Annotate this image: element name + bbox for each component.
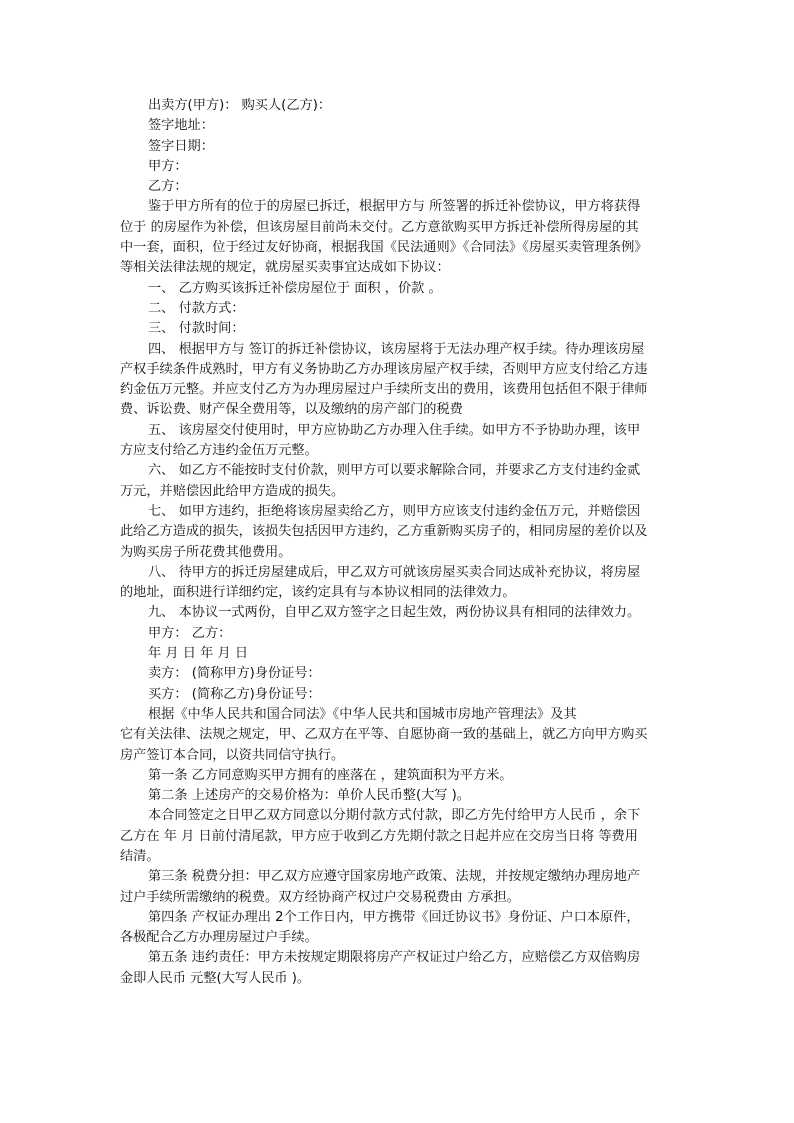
document-line: 乙方在 年 月 日前付清尾款，甲方应于收到乙方先期付款之日起并应在交房当日将 等费用: [120, 828, 638, 844]
document-line: 年 月 日 年 月 日: [148, 646, 249, 662]
document-line: 出卖方(甲方)： 购买人(乙方)：: [148, 98, 332, 113]
document-line: 第三条 税费分担：甲乙双方应遵守国家房地产政策、法规，并按规定缴纳办理房地产: [148, 869, 641, 885]
document-line: 等相关法律法规的规定，就房屋买卖事宜达成如下协议：: [120, 260, 450, 276]
document-line: 乙方：: [148, 179, 188, 195]
document-line: 甲方：: [148, 158, 188, 174]
document-line: 根据《中华人民共和国合同法》《中华人民共和国城市房地产管理法》及其: [148, 706, 577, 722]
document-line: 结清。: [120, 848, 160, 864]
document-line: 此给乙方造成的损失，该损失包括因甲方违约，乙方重新购买房子的，相同房屋的差价以及: [120, 524, 648, 540]
document-line: 为购买房子所花费其他费用。: [120, 544, 292, 560]
document-line: 卖方： (简称甲方)身份证号：: [148, 666, 321, 682]
document-line: 各极配合乙方办理房屋过户手续。: [120, 930, 318, 946]
document-line: 中一套，面积，位于经过友好协商，根据我国《民法通则》《合同法》《房屋买卖管理条例》: [120, 240, 648, 256]
document-line: 的地址，面积进行详细约定，该约定具有与本协议相同的法律效力。: [120, 585, 516, 601]
document-line: 本合同签定之日甲乙双方同意以分期付款方式付款，即乙方先付给甲方人民币 ，余下: [148, 808, 641, 824]
document-line: 过户手续所需缴纳的税费。双方经协商产权过户交易税费由 方承担。: [120, 889, 520, 905]
document-line: 七、 如甲方违约，拒绝将该房屋卖给乙方，则甲方应该支付违约金伍万元，并赔偿因: [148, 503, 641, 519]
document-line: 方应支付给乙方违约金伍万元整。: [120, 443, 318, 459]
document-line: 金即人民币 元整(大写人民币 )。: [120, 970, 311, 986]
contract-document: [120, 96, 680, 989]
document-line: 甲方： 乙方：: [148, 625, 232, 641]
document-line: 鉴于甲方所有的位于的房屋已拆迁，根据甲方与 所签署的拆迁补偿协议，甲方将获得: [148, 199, 641, 215]
document-line: 五、 该房屋交付使用时，甲方应协助乙方办理入住手续。如甲方不予协助办理，该甲: [148, 422, 641, 438]
document-line: 四、 根据甲方与 签订的拆迁补偿协议，该房屋将于无法办理产权手续。待办理该房屋: [148, 341, 645, 357]
document-line: 六、 如乙方不能按时支付价款，则甲方可以要求解除合同，并要求乙方支付违约金贰: [148, 463, 641, 479]
document-line: 约金伍万元整。并应支付乙方为办理房屋过户手续所支出的费用，该费用包括但不限于律师: [120, 382, 648, 398]
document-line: 第二条 上述房产的交易价格为：单价人民币整(大写 )。: [148, 788, 470, 804]
document-line: 费、诉讼费、财产保全费用等，以及缴纳的房产部门的税费: [120, 402, 463, 418]
document-line: 它有关法律、法规之规定，甲、乙双方在平等、自愿协商一致的基础上，就乙方向甲方购买: [120, 727, 648, 743]
document-line: 签字地址：: [148, 118, 214, 134]
document-line: 万元，并赔偿因此给甲方造成的损失。: [120, 483, 345, 499]
document-line: 一、 乙方购买该拆迁补偿房屋位于 面积 ，价款 。: [148, 280, 442, 296]
document-line: 第一条 乙方同意购买甲方拥有的座落在 ，建筑面积为平方米。: [148, 767, 513, 783]
document-line: 二、 付款方式：: [148, 300, 245, 316]
document-line: 买方： (简称乙方)身份证号：: [148, 686, 321, 702]
document-line: 产权手续条件成熟时，甲方有义务协助乙方办理该房屋产权手续，否则甲方应支付给乙方违: [120, 361, 648, 377]
document-line: 签字日期：: [148, 138, 214, 154]
document-line: 房产签订本合同，以资共同信守执行。: [120, 747, 345, 763]
document-line: 八、 待甲方的拆迁房屋建成后，甲乙双方可就该房屋买卖合同达成补充协议，将房屋: [148, 564, 641, 580]
document-line: 三、 付款时间：: [148, 321, 245, 337]
document-line: 九、 本协议一式两份，自甲乙双方签字之日起生效，两份协议具有相同的法律效力。: [148, 605, 641, 621]
document-line: 第五条 违约责任：甲方未按规定期限将房产产权证过户给乙方，应赔偿乙方双倍购房: [148, 950, 641, 966]
document-line: 位于 的房屋作为补偿，但该房屋目前尚未交付。乙方意欲购买甲方拆迁补偿所得房屋的其: [120, 219, 639, 235]
document-line: 第四条 产权证办理出 2个工作日内，甲方携带《回迁协议书》身份证、户口本原件，: [148, 909, 640, 925]
